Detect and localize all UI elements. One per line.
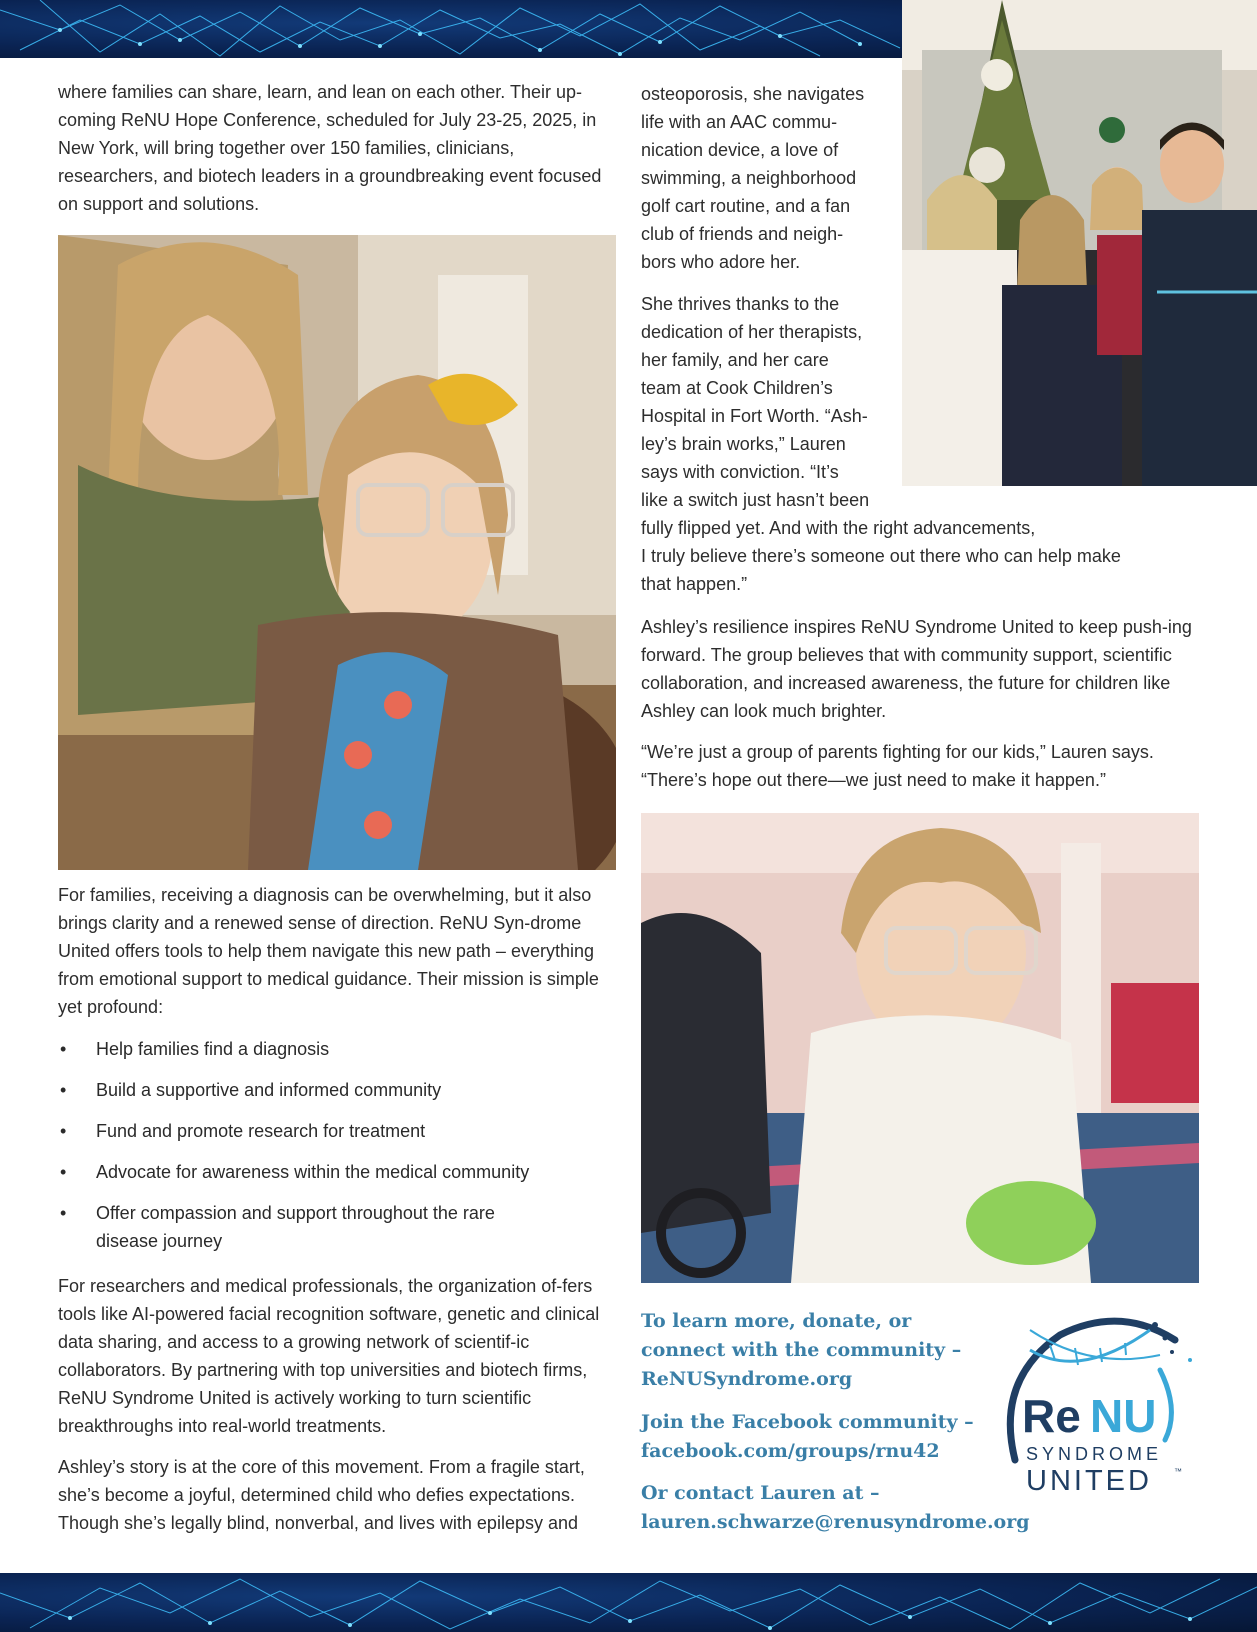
researchers-paragraph bbox=[58, 1272, 618, 1440]
thrives-text: She thrives thanks to the dedication of her therapists, her family, and her care team at Cook Children’s Hospital in Fort Worth. “Ash- ley’s brain works,” Lauren says with conviction. “It’s like a switch just hasn’t been fully flipped yet. And with the right advancements, I truly believe there’s someone out there who can help make that happen.” bbox=[641, 294, 1121, 594]
list-item-text: Fund and promote research for treatment bbox=[96, 1121, 426, 1141]
ashley-playing-photo bbox=[641, 813, 1199, 1283]
contact-cta bbox=[641, 1479, 1030, 1537]
learn-more-cta bbox=[641, 1307, 986, 1394]
list-item-text: Help families find a diagnosis bbox=[96, 1039, 330, 1059]
quote-paragraph bbox=[641, 738, 1211, 794]
resilience-paragraph bbox=[641, 613, 1211, 725]
bullet-icon: • bbox=[60, 1039, 67, 1059]
list-item-text: Offer compassion and support throughout the rare disease journey bbox=[96, 1203, 495, 1251]
list-item-text: Build a supportive and informed community bbox=[96, 1080, 442, 1100]
learn-more-link[interactable]: To learn more, donate, or connect with the community – ReNUSyndrome.org bbox=[641, 1310, 962, 1390]
bullet-icon: • bbox=[60, 1121, 67, 1141]
intro-paragraph bbox=[58, 78, 618, 218]
osteoporosis-text: osteoporosis, she navigates life with an AAC commu- nication device, a love of swimming, a neighborhood golf cart routine, and a fan club of friends and neigh- bors who adore her. bbox=[641, 84, 865, 272]
list-item bbox=[58, 1199, 618, 1255]
ashley-story-text: Ashley’s story is at the core of this movement. From a fragile start, she’s become a joyful, determined child who defies expectations. Though she’s legally blind, nonverbal, and lives with epilepsy and bbox=[58, 1457, 585, 1533]
list-item bbox=[58, 1076, 618, 1104]
bullet-icon: • bbox=[60, 1080, 67, 1100]
bullet-icon: • bbox=[60, 1203, 67, 1223]
logo-nu-text: NU bbox=[1090, 1390, 1157, 1442]
renu-syndrome-united-logo bbox=[990, 1310, 1205, 1510]
resilience-text: Ashley’s resilience inspires ReNU Syndrome United to keep push-ing forward. The group believes that with community support, scientific collaboration, and increased awareness, the future for children like Ashley can look much brighter. bbox=[641, 617, 1192, 721]
list-item bbox=[58, 1117, 618, 1145]
facebook-cta bbox=[641, 1408, 986, 1466]
bottom-network-band bbox=[0, 1573, 1257, 1632]
osteoporosis-paragraph bbox=[641, 80, 896, 276]
mission-list bbox=[58, 1035, 618, 1268]
logo-united-text: UNITED bbox=[1026, 1465, 1152, 1497]
list-item-text: Advocate for awareness within the medical community bbox=[96, 1162, 530, 1182]
contact-email-link[interactable]: Or contact Lauren at – lauren.schwarze@renusyndrome.org bbox=[641, 1482, 1030, 1533]
intro-text: where families can share, learn, and lean on each other. Their up-coming ReNU Hope Conference, scheduled for July 23-25, 2025, in New York, will bring together over 150 families, clinicians, researchers, and biotech leaders in a groundbreaking event focused on support and solutions. bbox=[58, 82, 602, 214]
sisters-photo bbox=[58, 235, 616, 870]
logo-mark bbox=[990, 1310, 1205, 1510]
diagnosis-text: For families, receiving a diagnosis can be overwhelming, but it also brings clarity and a renewed sense of direction. ReNU Syn-drome United offers tools to help them navigate this new path – everything from emotional support to medical guidance. Their mission is simple yet profound: bbox=[58, 885, 599, 1017]
facebook-link[interactable]: Join the Facebook community – facebook.com/groups/rnu42 bbox=[641, 1411, 974, 1462]
logo-tm-text: ™ bbox=[1174, 1467, 1182, 1476]
researchers-text: For researchers and medical professionals, the organization of-fers tools like AI-powered facial recognition software, genetic and clinical data sharing, and access to a growing network of scientif-ic collaborators. By partnering with top universities and biotech firms, ReNU Syndrome United is actively working to turn scientific breakthroughs into real-world treatments. bbox=[58, 1276, 600, 1436]
quote-text: “We’re just a group of parents fighting for our kids,” Lauren says. “There’s hope out there—we just need to make it happen.” bbox=[641, 742, 1154, 790]
list-item bbox=[58, 1158, 618, 1186]
network-pattern bbox=[0, 1573, 1257, 1632]
diagnosis-paragraph bbox=[58, 881, 618, 1021]
logo-syndrome-text: SYNDROME bbox=[1026, 1444, 1163, 1464]
thrives-paragraph bbox=[641, 290, 1211, 598]
list-item bbox=[58, 1035, 618, 1063]
logo-re-text: Re bbox=[1022, 1390, 1081, 1442]
ashley-story-paragraph bbox=[58, 1453, 618, 1537]
bullet-icon: • bbox=[60, 1162, 67, 1182]
